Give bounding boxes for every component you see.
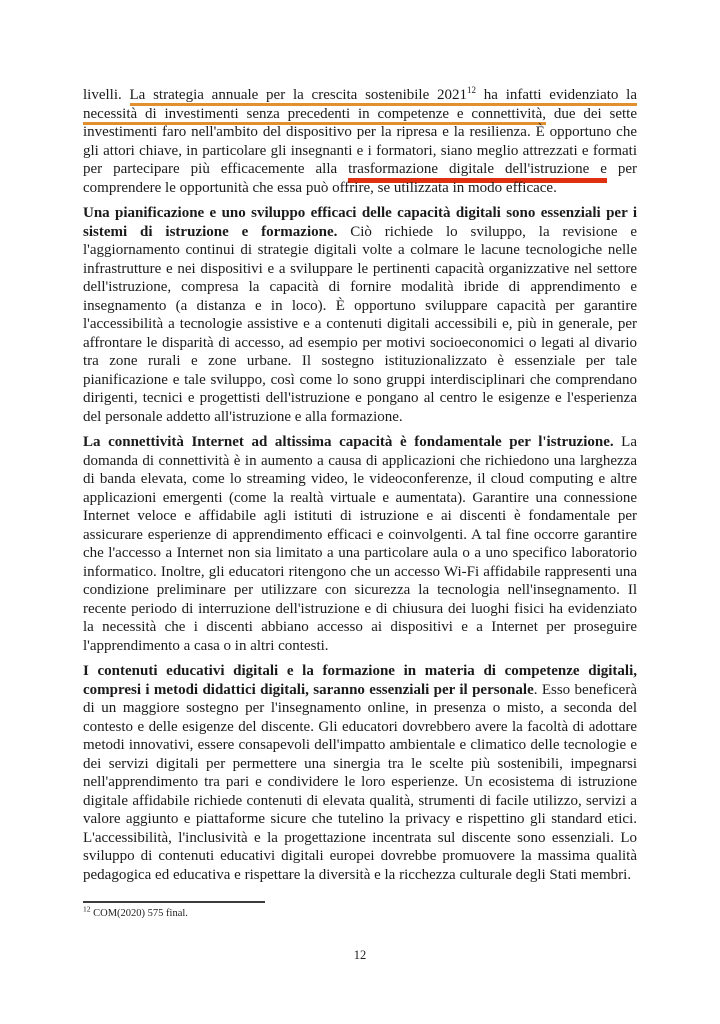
p2-body-text: Ciò richiede lo sviluppo, la revisione e l'aggiornamento continui di strategie digitali volte a colmare le lacune tecnologiche nelle infrastrutture e nei dispositivi e a sviluppare le pertinenti capacità organizzative nel settore dell'istruzione, compresa la capacità di fornire modalità ibride di apprendimento e insegnamento (a distanza e in loco). È opportuno sviluppare capacità per garantire l'accessibilità a tecnologie assistive e a contenuti digitali accessibili e, più in generale, per affrontare le disparità di accesso, ad esempio per motivi socioeconomici o legati al divario tra zone rurali e zone urbane. Il sostegno istituzionalizzato è essenziale per tale pianificazione e tale sviluppo, così come lo sono gruppi interdisciplinari che comprendano dirigenti, tecnici e progettisti dell'istruzione e pongano al centro le esigenze e l'esperienza del personale addetto all'istruzione e alla formazione. (83, 223, 638, 425)
paragraph-3 (83, 433, 637, 655)
document-body (83, 86, 637, 891)
p1-orange-underlined-text-cont: ha infatti evidenziato la necessità di investimenti senza precedenti in competenze e connettività, (83, 87, 637, 122)
paragraph-4 (83, 662, 637, 884)
p1-text-end: per comprendere le opportunità che essa può offrire, se utilizzata in modo efficace. (83, 161, 638, 196)
p4-body-text: . Esso beneficerà di un maggiore sostegno per l'insegnamento online, in presenza o misto, a seconda del contesto e delle esigenze del discente. Gli educatori dovrebbero avere la facoltà di adottare metodi innovativi, essere consapevoli dell'impatto ambientale e climatico delle tecnologie e dei servizi digitali per permettere una sinergia tra le scelte più sostenibili, impegnarsi nell'apprendimento tra pari e condividere le loro esperienze. Un ecosistema di istruzione digitale affidabile richiede contenuti di elevata qualità, strumenti di facile utilizzo, servizi a valore aggiunto e piattaforme sicure che tutelino la privacy e rispettino gli standard etici. L'accessibilità, l'inclusività e la progettazione incentrata sul discente sono essenziali. Lo sviluppo di contenuti educativi digitali europei dovrebbe promuovere la massima qualità pedagogica ed educativa e rispettare la diversità e la ricchezza culturale degli Stati membri. (83, 681, 637, 883)
footnote-text: COM(2020) 575 final. (93, 908, 188, 919)
red-marker-underline: trasformazione digitale dell'istruzione e (348, 161, 607, 183)
p1-text-middle: due dei sette investimenti faro nell'ambito del dispositivo per la ripresa e la resilienza. È opportuno che gli attori chiave, in particolare gli insegnanti e i formatori, siano meglio attrezzati e formati per partecipare più efficacemente alla (83, 105, 637, 177)
footnote-separator-rule (83, 901, 265, 903)
footnote-reference-12: 12 (467, 85, 477, 95)
p3-body-text: La domanda di connettività è in aumento a causa di applicazioni che richiedono una larghezza di banda elevata, come lo streaming video, le videoconferenze, il cloud computing e altre applicazioni emergenti (come la realtà virtuale e aumentata). Garantire una connessione Internet veloce e affidabile agli istituti di istruzione e ai discenti è fondamentale per assicurare esperienze di apprendimento efficaci e coinvolgenti. A tal fine occorre garantire che l'accesso a Internet non sia limitato a una particolare aula o a uno specifico laboratorio informatico. Inoltre, gli educatori ritengono che un accesso Wi-Fi affidabile rappresenti una condizione preliminare per utilizzare con sicurezza la tecnologia nell'insegnamento. Il recente periodo di interruzione dell'istruzione e di chiusura dei luoghi fisici ha evidenziato la necessità che i discenti abbiano accesso ai dispositivi e a Internet per proseguire l'apprendimento a casa o in altri contesti. (83, 434, 638, 654)
footnote (83, 904, 188, 919)
paragraph-1 (83, 86, 637, 197)
p1-text-start: livelli. (83, 87, 130, 103)
footnote-marker: 12 (83, 904, 91, 914)
p4-bold-lead: I contenuti educativi digitali e la formazione in materia di competenze digitali, compresi i metodi didattici digitali, saranno essenziali per il personale (83, 663, 637, 698)
paragraph-2 (83, 204, 637, 426)
p3-bold-lead: La connettività Internet ad altissima capacità è fondamentale per l'istruzione. (83, 434, 614, 450)
p2-bold-lead: Una pianificazione e uno sviluppo efficaci delle capacità digitali sono essenziali per i sistemi di istruzione e formazione. (83, 205, 637, 240)
page-number: 12 (353, 948, 367, 962)
p1-orange-underlined-text: La strategia annuale per la crescita sostenibile 2021 (129, 87, 468, 103)
